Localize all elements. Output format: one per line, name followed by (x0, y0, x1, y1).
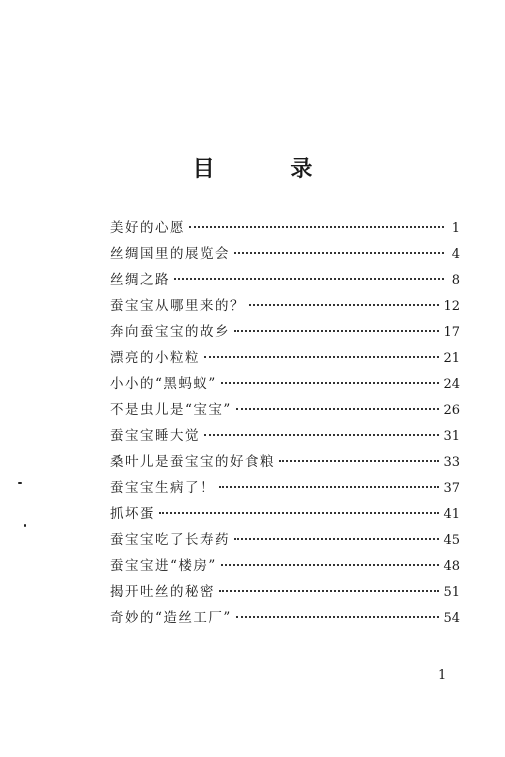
toc-entry-title: 奔向蚕宝宝的故乡 (110, 324, 230, 340)
toc-entry-page: 17 (443, 325, 460, 340)
toc-entry-title: 蚕宝宝睡大觉 (110, 428, 200, 444)
toc-entry-page: 33 (443, 455, 460, 470)
toc-entry-page: 45 (443, 533, 460, 548)
toc-entry (110, 554, 460, 580)
toc-entry (110, 294, 460, 320)
toc-entry-page: 48 (443, 559, 460, 574)
toc-entry-page: 24 (443, 377, 460, 392)
toc-entry (110, 580, 460, 606)
toc-entry-page: 54 (443, 611, 460, 626)
toc-entry-title: 不是虫儿是“宝宝” (110, 402, 232, 418)
toc-entry (110, 528, 460, 554)
toc-entry (110, 476, 460, 502)
toc-entry (110, 398, 460, 424)
toc-entry (110, 372, 460, 398)
toc-entry-page: 41 (443, 507, 460, 522)
toc-dot-leader (236, 408, 440, 410)
toc-entry-title: 美好的心愿 (110, 220, 185, 236)
toc-entry (110, 424, 460, 450)
toc-entry-title: 奇妙的“造丝工厂” (110, 610, 232, 626)
toc-dot-leader (279, 460, 439, 462)
toc-entry-title: 蚕宝宝生病了！ (110, 480, 215, 496)
toc-dot-leader (159, 512, 439, 514)
toc-entry-title: 桑叶儿是蚕宝宝的好食粮 (110, 454, 275, 470)
toc-entry (110, 268, 460, 294)
toc-dot-leader (189, 226, 444, 228)
toc-entry-page: 51 (443, 585, 460, 600)
toc-entry-title: 丝绸国里的展览会 (110, 246, 230, 262)
toc-entry (110, 216, 460, 242)
toc-entry-page: 21 (443, 351, 460, 366)
toc-entry-page: 31 (443, 429, 460, 444)
toc-entry (110, 502, 460, 528)
toc-dot-leader (234, 252, 444, 254)
table-of-contents (110, 216, 460, 632)
page-title: 目 录 (192, 156, 347, 182)
toc-dot-leader (221, 564, 440, 566)
toc-dot-leader (236, 616, 440, 618)
toc-entry-title: 蚕宝宝进“楼房” (110, 558, 217, 574)
toc-dot-leader (249, 304, 439, 306)
scan-speck (18, 482, 22, 484)
toc-entry (110, 450, 460, 476)
toc-dot-leader (204, 356, 439, 358)
toc-dot-leader (204, 434, 439, 436)
toc-entry-page: 37 (443, 481, 460, 496)
toc-entry-page: 26 (443, 403, 460, 418)
toc-entry-title: 小小的“黑蚂蚁” (110, 376, 217, 392)
toc-dot-leader (219, 486, 439, 488)
toc-entry (110, 606, 460, 632)
toc-entry-title: 蚕宝宝吃了长寿药 (110, 532, 230, 548)
toc-entry-page: 4 (451, 247, 460, 262)
toc-entry (110, 346, 460, 372)
toc-dot-leader (234, 538, 439, 540)
toc-entry-title: 抓坏蛋 (110, 506, 155, 522)
toc-entry-title: 蚕宝宝从哪里来的？ (110, 298, 245, 314)
toc-entry-title: 揭开吐丝的秘密 (110, 584, 215, 600)
page-number: 1 (438, 668, 447, 683)
toc-dot-leader (219, 590, 439, 592)
toc-dot-leader (234, 330, 439, 332)
scan-speck (24, 524, 26, 527)
toc-entry-title: 丝绸之路 (110, 272, 170, 288)
toc-entry-title: 漂亮的小粒粒 (110, 350, 200, 366)
toc-dot-leader (174, 278, 444, 280)
toc-entry-page: 8 (451, 273, 460, 288)
toc-entry-page: 12 (443, 299, 460, 314)
toc-entry-page: 1 (451, 221, 460, 236)
toc-dot-leader (221, 382, 440, 384)
toc-entry (110, 320, 460, 346)
toc-entry (110, 242, 460, 268)
